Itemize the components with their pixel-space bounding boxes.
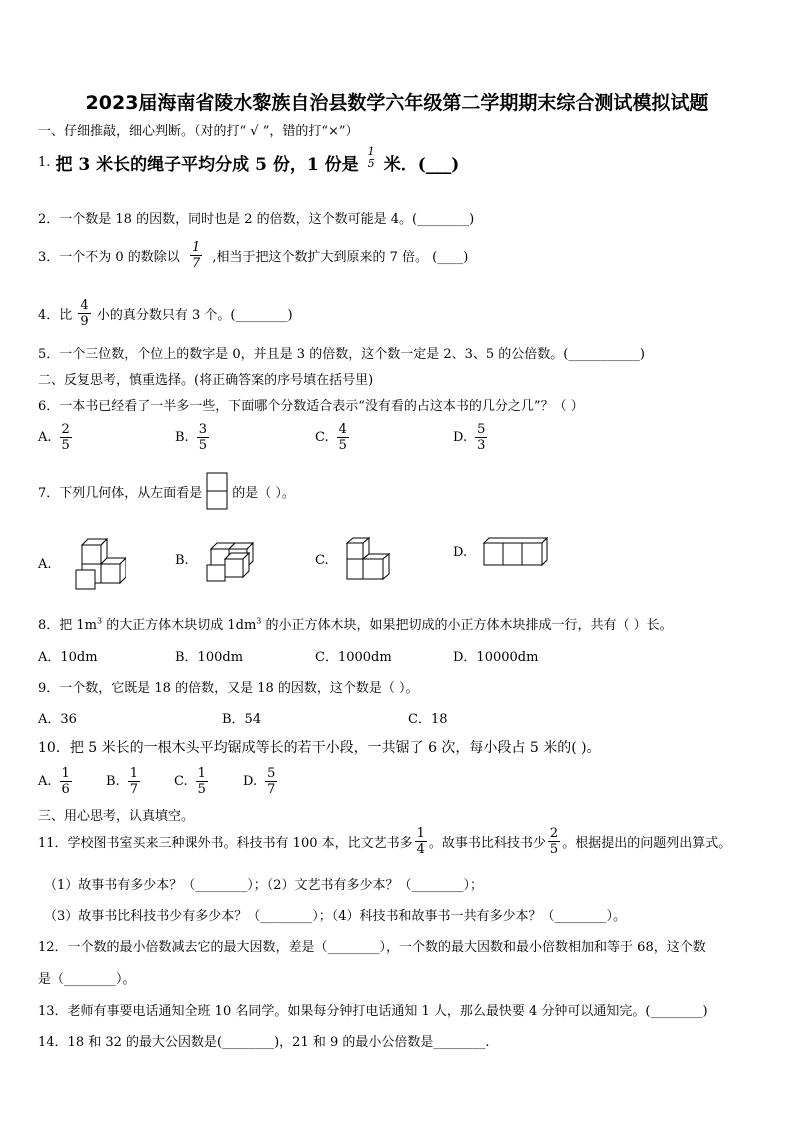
denominator: 5 xyxy=(549,842,559,857)
question-text-end: 的是（ ）。 xyxy=(232,485,295,501)
section-1-heading: 一、仔细推敲，细心判断。（对的打“ √ ”，错的打“×”） xyxy=(38,124,359,139)
question-12-line-1: 12．一个数的最小倍数减去它的最大因数，差是（________），一个数的最大因数和最小倍数相加和等于 68，这个数 xyxy=(38,940,706,955)
question-text-end: ,相当于把这个数扩大到原来的 7 倍。 (____) xyxy=(212,250,469,265)
fraction xyxy=(548,826,560,857)
denominator: 5 xyxy=(197,782,206,797)
numerator: 1 xyxy=(367,145,375,158)
numerator: 5 xyxy=(477,422,486,437)
numerator: 2 xyxy=(549,826,559,841)
question-8 xyxy=(38,614,673,633)
numerator: 5 xyxy=(267,766,276,781)
option-b[interactable] xyxy=(175,537,257,583)
denominator: 6 xyxy=(61,782,70,797)
option-c[interactable] xyxy=(174,766,210,797)
option-a[interactable]: A．36 xyxy=(38,712,77,727)
cube-stack-figure xyxy=(345,537,391,583)
question-5: 5．一个三位数，个位上的数字是 0，并且是 3 的倍数，这个数一定是 2、3、5 的公倍数。(___________) xyxy=(38,347,645,362)
fraction xyxy=(415,826,427,857)
option-label: D. xyxy=(453,544,468,560)
option-a[interactable] xyxy=(38,766,74,797)
question-11-sub-1-2: （1）故事书有多少本？（________）；（2）文艺书有多少本？（________）； xyxy=(44,878,484,893)
option-d[interactable]: D．10000dm xyxy=(453,650,539,665)
numerator: 1 xyxy=(416,826,425,841)
option-label: C. xyxy=(315,430,329,445)
question-text-end: 米．(___) xyxy=(383,155,460,175)
option-label: B. xyxy=(175,552,189,568)
question-text: 4．比 xyxy=(38,308,73,323)
question-4 xyxy=(38,298,293,329)
option-d[interactable] xyxy=(453,537,549,567)
option-a[interactable] xyxy=(38,422,74,453)
denominator: 4 xyxy=(416,842,425,857)
option-label: C. xyxy=(315,552,329,568)
section-2-heading: 二、反复思考，慎重选择。(将正确答案的序号填在括号里) xyxy=(38,373,374,388)
cube-stack-figure xyxy=(68,537,126,591)
fraction xyxy=(78,298,90,329)
question-6: 6．一本书已经看了一半多一些，下面哪个分数适合表示“没有看的占这本书的几分之几”？（ ） xyxy=(38,399,584,414)
option-b[interactable]: B．54 xyxy=(222,712,262,727)
question-13: 13．老师有事要电话通知全班 10 名同学。如果每分钟打电话通知 1 人，那么最快要 4 分钟可以通知完。(________) xyxy=(38,1004,708,1019)
question-text: 11．学校图书室买来三种课外书。科技书有 100 本，比文艺书多 xyxy=(38,836,413,851)
question-7 xyxy=(38,472,295,510)
option-label: D. xyxy=(453,430,468,445)
question-text-mid: 。故事书比科技书少 xyxy=(428,836,546,851)
option-a[interactable]: A．10dm xyxy=(38,650,98,665)
denominator: 3 xyxy=(477,438,486,453)
question-text: 8．把 1m xyxy=(38,618,98,633)
denominator: 7 xyxy=(129,782,138,797)
question-text-end: 。根据提出的问题列出算式。 xyxy=(562,836,732,851)
question-9: 9．一个数，它既是 18 的倍数，又是 18 的因数，这个数是（ ）。 xyxy=(38,681,419,696)
question-text-end: 小的真分数只有 3 个。(________) xyxy=(96,308,293,323)
fraction xyxy=(366,146,377,170)
question-number: 1. xyxy=(38,155,51,170)
denominator: 5 xyxy=(367,157,375,170)
cube-row-figure xyxy=(483,537,549,567)
page-title: 2023届海南省陵水黎族自治县数学六年级第二学期期末综合测试模拟试题 xyxy=(85,92,709,114)
numerator: 1 xyxy=(191,240,201,255)
numerator: 1 xyxy=(197,766,206,781)
option-c[interactable] xyxy=(315,537,391,583)
option-c[interactable]: C．1000dm xyxy=(315,650,392,665)
option-label: A. xyxy=(38,774,52,789)
exponent: 3 xyxy=(97,616,103,626)
question-1 xyxy=(38,145,460,175)
option-label: D. xyxy=(243,774,258,789)
question-12-line-2: 是（________）。 xyxy=(38,972,136,987)
option-d[interactable] xyxy=(453,422,489,453)
numerator: 2 xyxy=(61,422,70,437)
option-label: A. xyxy=(38,556,52,572)
question-2: 2．一个数是 18 的因数，同时也是 2 的倍数，这个数可能是 4。(________) xyxy=(38,212,475,227)
numerator: 4 xyxy=(80,298,89,313)
question-10: 10．把 5 米长的一根木头平均锯成等长的若干小段，一共锯了 6 次，每小段占 5 米的( )。 xyxy=(38,740,601,756)
denominator: 5 xyxy=(338,438,347,453)
numerator: 3 xyxy=(198,422,207,437)
option-label: A. xyxy=(38,430,52,445)
question-11 xyxy=(38,826,731,857)
option-b[interactable] xyxy=(175,422,211,453)
denominator: 7 xyxy=(267,782,276,797)
numerator: 1 xyxy=(61,766,70,781)
option-b[interactable]: B．100dm xyxy=(175,650,244,665)
denominator: 7 xyxy=(191,256,201,271)
question-text-end: 的小正方体木块，如果把切成的小正方体木块排成一行，共有（ ）长。 xyxy=(261,618,673,633)
option-d[interactable] xyxy=(243,766,279,797)
cube-stack-figure xyxy=(205,537,257,583)
option-b[interactable] xyxy=(106,766,142,797)
denominator: 5 xyxy=(198,438,207,453)
denominator: 5 xyxy=(61,438,70,453)
question-text-mid: 的大正方体木块切成 1dm xyxy=(102,618,257,633)
option-c[interactable]: C．18 xyxy=(408,712,448,727)
question-text: 3．一个不为 0 的数除以 xyxy=(38,250,180,265)
numerator: 1 xyxy=(129,766,138,781)
section-3-heading: 三、用心思考，认真填空。 xyxy=(38,809,195,824)
option-label: C. xyxy=(174,774,188,789)
denominator: 9 xyxy=(80,314,89,329)
option-label: B. xyxy=(106,774,120,789)
option-c[interactable] xyxy=(315,422,351,453)
question-14: 14．18 和 32 的最大公因数是(________)，21 和 9 的最小公倍数是________. xyxy=(38,1035,490,1050)
option-label: B. xyxy=(175,430,189,445)
option-a[interactable] xyxy=(38,537,126,591)
question-11-sub-3-4: （3）故事书比科技书少有多少本？（________）；（4）科技书和故事书一共有多少本？（________）。 xyxy=(44,909,627,924)
exponent: 3 xyxy=(256,616,262,626)
numerator: 4 xyxy=(338,422,347,437)
question-text: 7．下列几何体，从左面看是 xyxy=(38,485,203,501)
left-view-figure xyxy=(206,472,228,510)
fraction xyxy=(190,240,202,271)
question-3 xyxy=(38,240,468,271)
question-text: 把 3 米长的绳子平均分成 5 份，1 份是 xyxy=(55,155,359,175)
